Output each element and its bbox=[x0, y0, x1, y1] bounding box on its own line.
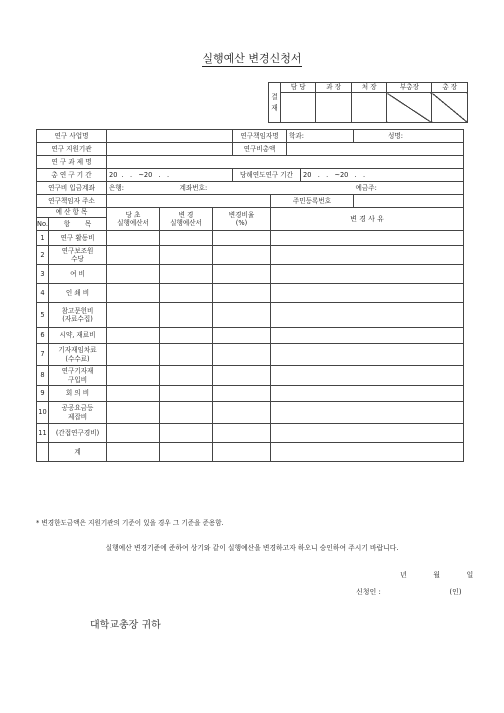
row-reason[interactable] bbox=[271, 265, 464, 284]
document-title: 실행예산 변경신청서 bbox=[202, 52, 302, 65]
funding-org-label: 연구 지원기관 bbox=[37, 143, 107, 156]
row-reason[interactable] bbox=[271, 284, 464, 303]
row-original[interactable] bbox=[107, 246, 160, 265]
row-rate[interactable] bbox=[213, 328, 271, 344]
row-original[interactable] bbox=[107, 344, 160, 366]
applicant-label: 신청인 : bbox=[356, 588, 381, 596]
row-item: 인 쇄 비 bbox=[49, 284, 107, 303]
head-no: No. bbox=[37, 218, 49, 231]
row-reason[interactable] bbox=[271, 231, 464, 246]
row-reason[interactable] bbox=[271, 303, 464, 328]
row-original[interactable] bbox=[107, 231, 160, 246]
total-label: 계 bbox=[49, 443, 107, 462]
row-rate[interactable] bbox=[213, 424, 271, 443]
row-rate[interactable] bbox=[213, 246, 271, 265]
row-rate[interactable] bbox=[213, 303, 271, 328]
account-no-field[interactable]: 계좌번호: bbox=[178, 182, 354, 195]
pi-label: 연구책임자명 bbox=[233, 130, 287, 143]
applicant-line bbox=[356, 587, 462, 597]
bank-field[interactable]: 은행: bbox=[107, 182, 178, 195]
row-item: 기자재임차료 (수수료) bbox=[49, 344, 107, 366]
row-reason[interactable] bbox=[271, 402, 464, 424]
row-reason[interactable] bbox=[271, 246, 464, 265]
head-item-sub: 항 목 bbox=[49, 218, 107, 231]
row-no: 3 bbox=[37, 265, 49, 284]
year-period-field[interactable]: 20 . . ~20 . . bbox=[301, 169, 464, 182]
approval-sign-box[interactable] bbox=[351, 93, 386, 123]
row-original[interactable] bbox=[107, 366, 160, 386]
approval-sign-box[interactable] bbox=[387, 93, 432, 123]
approval-role: 과 장 bbox=[316, 83, 351, 93]
row-original[interactable] bbox=[107, 386, 160, 402]
row-original[interactable] bbox=[107, 303, 160, 328]
row-rate[interactable] bbox=[213, 231, 271, 246]
total-rate[interactable] bbox=[213, 443, 271, 462]
row-no: 7 bbox=[37, 344, 49, 366]
row-change[interactable] bbox=[160, 231, 213, 246]
approval-role: 총 장 bbox=[432, 83, 468, 93]
row-item: (간접연구경비) bbox=[49, 424, 107, 443]
approval-sign-box[interactable] bbox=[281, 93, 316, 123]
row-change[interactable] bbox=[160, 303, 213, 328]
row-original[interactable] bbox=[107, 328, 160, 344]
project-title-field[interactable] bbox=[107, 156, 464, 169]
head-change: 변 경 실행예산서 bbox=[160, 208, 213, 231]
row-original[interactable] bbox=[107, 265, 160, 284]
dept-field[interactable]: 학과: bbox=[287, 130, 354, 143]
approval-table bbox=[268, 82, 468, 123]
row-change[interactable] bbox=[160, 402, 213, 424]
row-no: 8 bbox=[37, 366, 49, 386]
approval-role: 담 당 bbox=[281, 83, 316, 93]
table-row bbox=[37, 386, 464, 402]
name-field[interactable]: 성명: bbox=[354, 130, 464, 143]
total-reason[interactable] bbox=[271, 443, 464, 462]
total-no-cell bbox=[37, 443, 49, 462]
project-name-field[interactable] bbox=[107, 130, 233, 143]
total-original[interactable] bbox=[107, 443, 160, 462]
approval-sign-box[interactable] bbox=[432, 93, 468, 123]
total-period-field[interactable]: 20 . . ~20 . . bbox=[107, 169, 233, 182]
address-label: 연구책임자 주소 bbox=[37, 195, 107, 208]
row-change[interactable] bbox=[160, 424, 213, 443]
row-reason[interactable] bbox=[271, 366, 464, 386]
table-row bbox=[37, 402, 464, 424]
table-row bbox=[37, 424, 464, 443]
row-rate[interactable] bbox=[213, 386, 271, 402]
address-field[interactable] bbox=[107, 195, 271, 208]
table-row bbox=[37, 344, 464, 366]
total-budget-field[interactable] bbox=[287, 143, 464, 156]
row-reason[interactable] bbox=[271, 386, 464, 402]
row-rate[interactable] bbox=[213, 344, 271, 366]
table-row bbox=[37, 231, 464, 246]
date-line bbox=[400, 570, 473, 580]
row-rate[interactable] bbox=[213, 284, 271, 303]
table-row bbox=[37, 284, 464, 303]
budget-rows bbox=[37, 231, 464, 443]
row-item: 연구보조원 수당 bbox=[49, 246, 107, 265]
row-reason[interactable] bbox=[271, 328, 464, 344]
row-item: 연구기자재 구입비 bbox=[49, 366, 107, 386]
row-item: 참고문헌비 (자료수집) bbox=[49, 303, 107, 328]
row-change[interactable] bbox=[160, 344, 213, 366]
declaration-text: 실행예산 변경기준에 준하여 상기와 같이 실행예산을 변경하고자 하오니 승인하여 주시기 바랍니다. bbox=[105, 544, 399, 552]
table-row bbox=[37, 303, 464, 328]
row-change[interactable] bbox=[160, 366, 213, 386]
row-no: 9 bbox=[37, 386, 49, 402]
resident-no-label: 주민등록번호 bbox=[271, 195, 354, 208]
account-label: 연구비 입금계좌 bbox=[37, 182, 107, 195]
row-original[interactable] bbox=[107, 284, 160, 303]
head-original: 당 초 실행예산서 bbox=[107, 208, 160, 231]
year-period-label: 당해연도연구 기간 bbox=[233, 169, 301, 182]
addressee: 대학교총장 귀하 bbox=[90, 620, 161, 631]
date-year: 년 bbox=[400, 571, 407, 579]
row-change[interactable] bbox=[160, 246, 213, 265]
resident-no-field[interactable] bbox=[354, 195, 464, 208]
row-change[interactable] bbox=[160, 328, 213, 344]
project-name-label: 연구 사업명 bbox=[37, 130, 107, 143]
row-no: 10 bbox=[37, 402, 49, 424]
table-row bbox=[37, 265, 464, 284]
row-no: 6 bbox=[37, 328, 49, 344]
table-row bbox=[37, 246, 464, 265]
note-text: * 변경한도금액은 지원기관의 기준이 있을 경우 그 기준을 준용함. bbox=[36, 519, 224, 527]
row-change[interactable] bbox=[160, 386, 213, 402]
row-rate[interactable] bbox=[213, 366, 271, 386]
approval-sign-box[interactable] bbox=[316, 93, 351, 123]
row-original[interactable] bbox=[107, 424, 160, 443]
date-month: 월 bbox=[433, 571, 440, 579]
date-day: 일 bbox=[466, 571, 474, 579]
row-item: 회 의 비 bbox=[49, 386, 107, 402]
approval-label: 결재 bbox=[269, 83, 281, 123]
row-no: 11 bbox=[37, 424, 49, 443]
row-no: 2 bbox=[37, 246, 49, 265]
budget-form-table bbox=[36, 129, 464, 462]
row-no: 1 bbox=[37, 231, 49, 246]
table-row bbox=[37, 328, 464, 344]
approval-role: 부총장 bbox=[387, 83, 432, 93]
funding-org-field[interactable] bbox=[107, 143, 233, 156]
row-reason[interactable] bbox=[271, 424, 464, 443]
head-reason: 변 경 사 유 bbox=[271, 208, 464, 231]
head-rate: 변경비율 (%) bbox=[213, 208, 271, 231]
approval-role: 처 장 bbox=[351, 83, 386, 93]
row-rate[interactable] bbox=[213, 402, 271, 424]
row-item: 공공요금등 제잡비 bbox=[49, 402, 107, 424]
holder-field[interactable]: 예금주: bbox=[354, 182, 464, 195]
total-period-label: 총 연 구 기 간 bbox=[37, 169, 107, 182]
row-original[interactable] bbox=[107, 402, 160, 424]
row-item: 연구 활동비 bbox=[49, 231, 107, 246]
row-reason[interactable] bbox=[271, 344, 464, 366]
table-row bbox=[37, 366, 464, 386]
row-no: 4 bbox=[37, 284, 49, 303]
total-budget-label: 연구비총액 bbox=[233, 143, 287, 156]
applicant-seal: (인) bbox=[449, 588, 462, 596]
total-change[interactable] bbox=[160, 443, 213, 462]
row-change[interactable] bbox=[160, 265, 213, 284]
project-title-label: 연 구 과 제 명 bbox=[37, 156, 107, 169]
head-item: 예 산 항 목 bbox=[37, 208, 107, 218]
row-no: 5 bbox=[37, 303, 49, 328]
row-item: 시약, 재료비 bbox=[49, 328, 107, 344]
row-item: 여 비 bbox=[49, 265, 107, 284]
row-change[interactable] bbox=[160, 284, 213, 303]
row-rate[interactable] bbox=[213, 265, 271, 284]
